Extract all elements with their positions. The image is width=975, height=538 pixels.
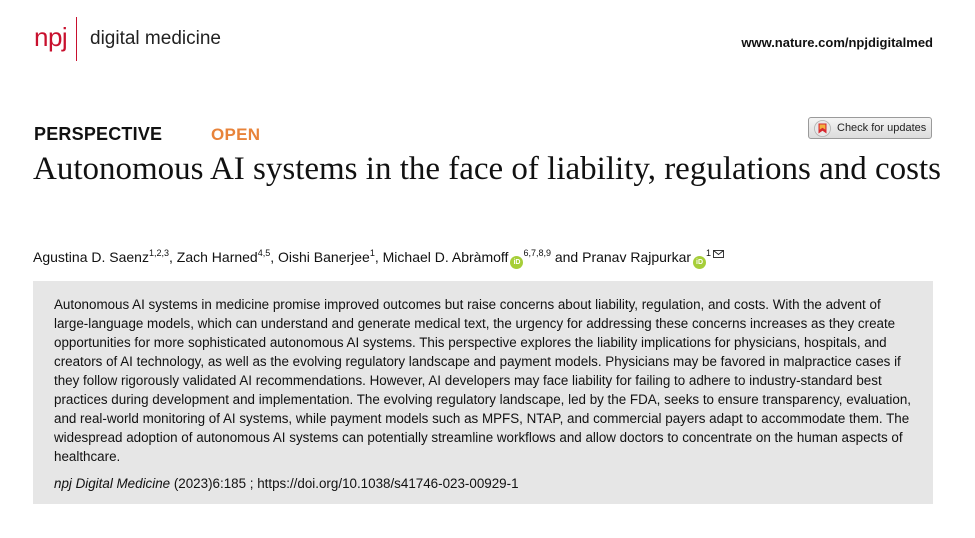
open-access-badge: OPEN <box>211 125 261 144</box>
citation-journal: npj Digital Medicine <box>54 476 171 491</box>
logo-divider <box>76 17 77 61</box>
check-for-updates-label: Check for updates <box>837 122 927 134</box>
author-affiliations: 1,2,3 <box>148 248 169 258</box>
author-affiliations: 4,5 <box>257 248 271 258</box>
author-affiliations: 1 <box>706 248 712 258</box>
journal-name[interactable]: digital medicine <box>90 28 221 49</box>
check-for-updates-button[interactable] <box>808 117 932 139</box>
author[interactable]: Michael D. Abràmoff iD$^{6,7,8,9}$ <box>383 249 551 265</box>
citation-doi[interactable]: (2023)6:185 ; https://doi.org/10.1038/s41746-023-00929-1 <box>170 476 519 491</box>
abstract-text: Autonomous AI systems in medicine promise improved outcomes but raise concerns about liability, regulation, and costs. With the advent of large-language models, which can understand and generate medical text, the urgency for addressing these concerns increases as they create opportunities for more sophisticated autonomous AI systems. This perspective explores the liability implications for physicians, hospitals, and creators of AI technology, as well as the evolving regulatory landscape and payment models. Physicians may be favored in malpractice cases if they follow rigorously validated AI recommendations. However, AI developers may face liability for failing to adhere to industry-standard best practices during development and implementation. The evolving regulatory landscape, led by the FDA, seeks to ensure transparency, evaluation, and real-world monitoring of AI systems, while payment models such as MPFS, NTAP, and commercial payers adapt to accommodate them. The widespread adoption of autonomous AI systems can potentially streamline workflows and allow doctors to concentrate on the human aspects of healthcare. <box>54 297 911 464</box>
author-affiliations: 1 <box>369 248 375 258</box>
author[interactable]: Pranav Rajpurkar $iD^1$ <box>582 249 711 265</box>
orcid-icon[interactable]: iD <box>693 256 706 269</box>
abstract-box <box>33 281 933 504</box>
article-type-label: PERSPECTIVE <box>34 124 163 144</box>
article-title: Autonomous AI systems in the face of liability, regulations and costs <box>33 151 941 187</box>
author[interactable]: Oishi Banerjee$^1$ <box>278 248 375 265</box>
orcid-icon[interactable]: iD <box>510 256 523 269</box>
journal-logo-npj[interactable]: npj <box>34 22 68 52</box>
author-affiliations: 6,7,8,9 <box>523 248 551 258</box>
author-list: Agustina D. Saenz$^{1,2,3}$, Zach Harned$^{4,5}$, Oishi Banerjee$^1$, Michael D. Abràmoff iD$^{6,7,8,9}$ and Pranav Rajpurkar $iD^1$ <box>33 243 953 269</box>
author[interactable]: Agustina D. Saenz$^{1,2,3}$ <box>33 248 169 265</box>
email-icon[interactable] <box>713 243 724 263</box>
author[interactable]: Zach Harned$^{4,5}$ <box>176 248 271 265</box>
crossmark-icon <box>814 120 831 137</box>
citation <box>54 474 913 493</box>
site-url-link[interactable]: www.nature.com/npjdigitalmed <box>741 35 933 50</box>
